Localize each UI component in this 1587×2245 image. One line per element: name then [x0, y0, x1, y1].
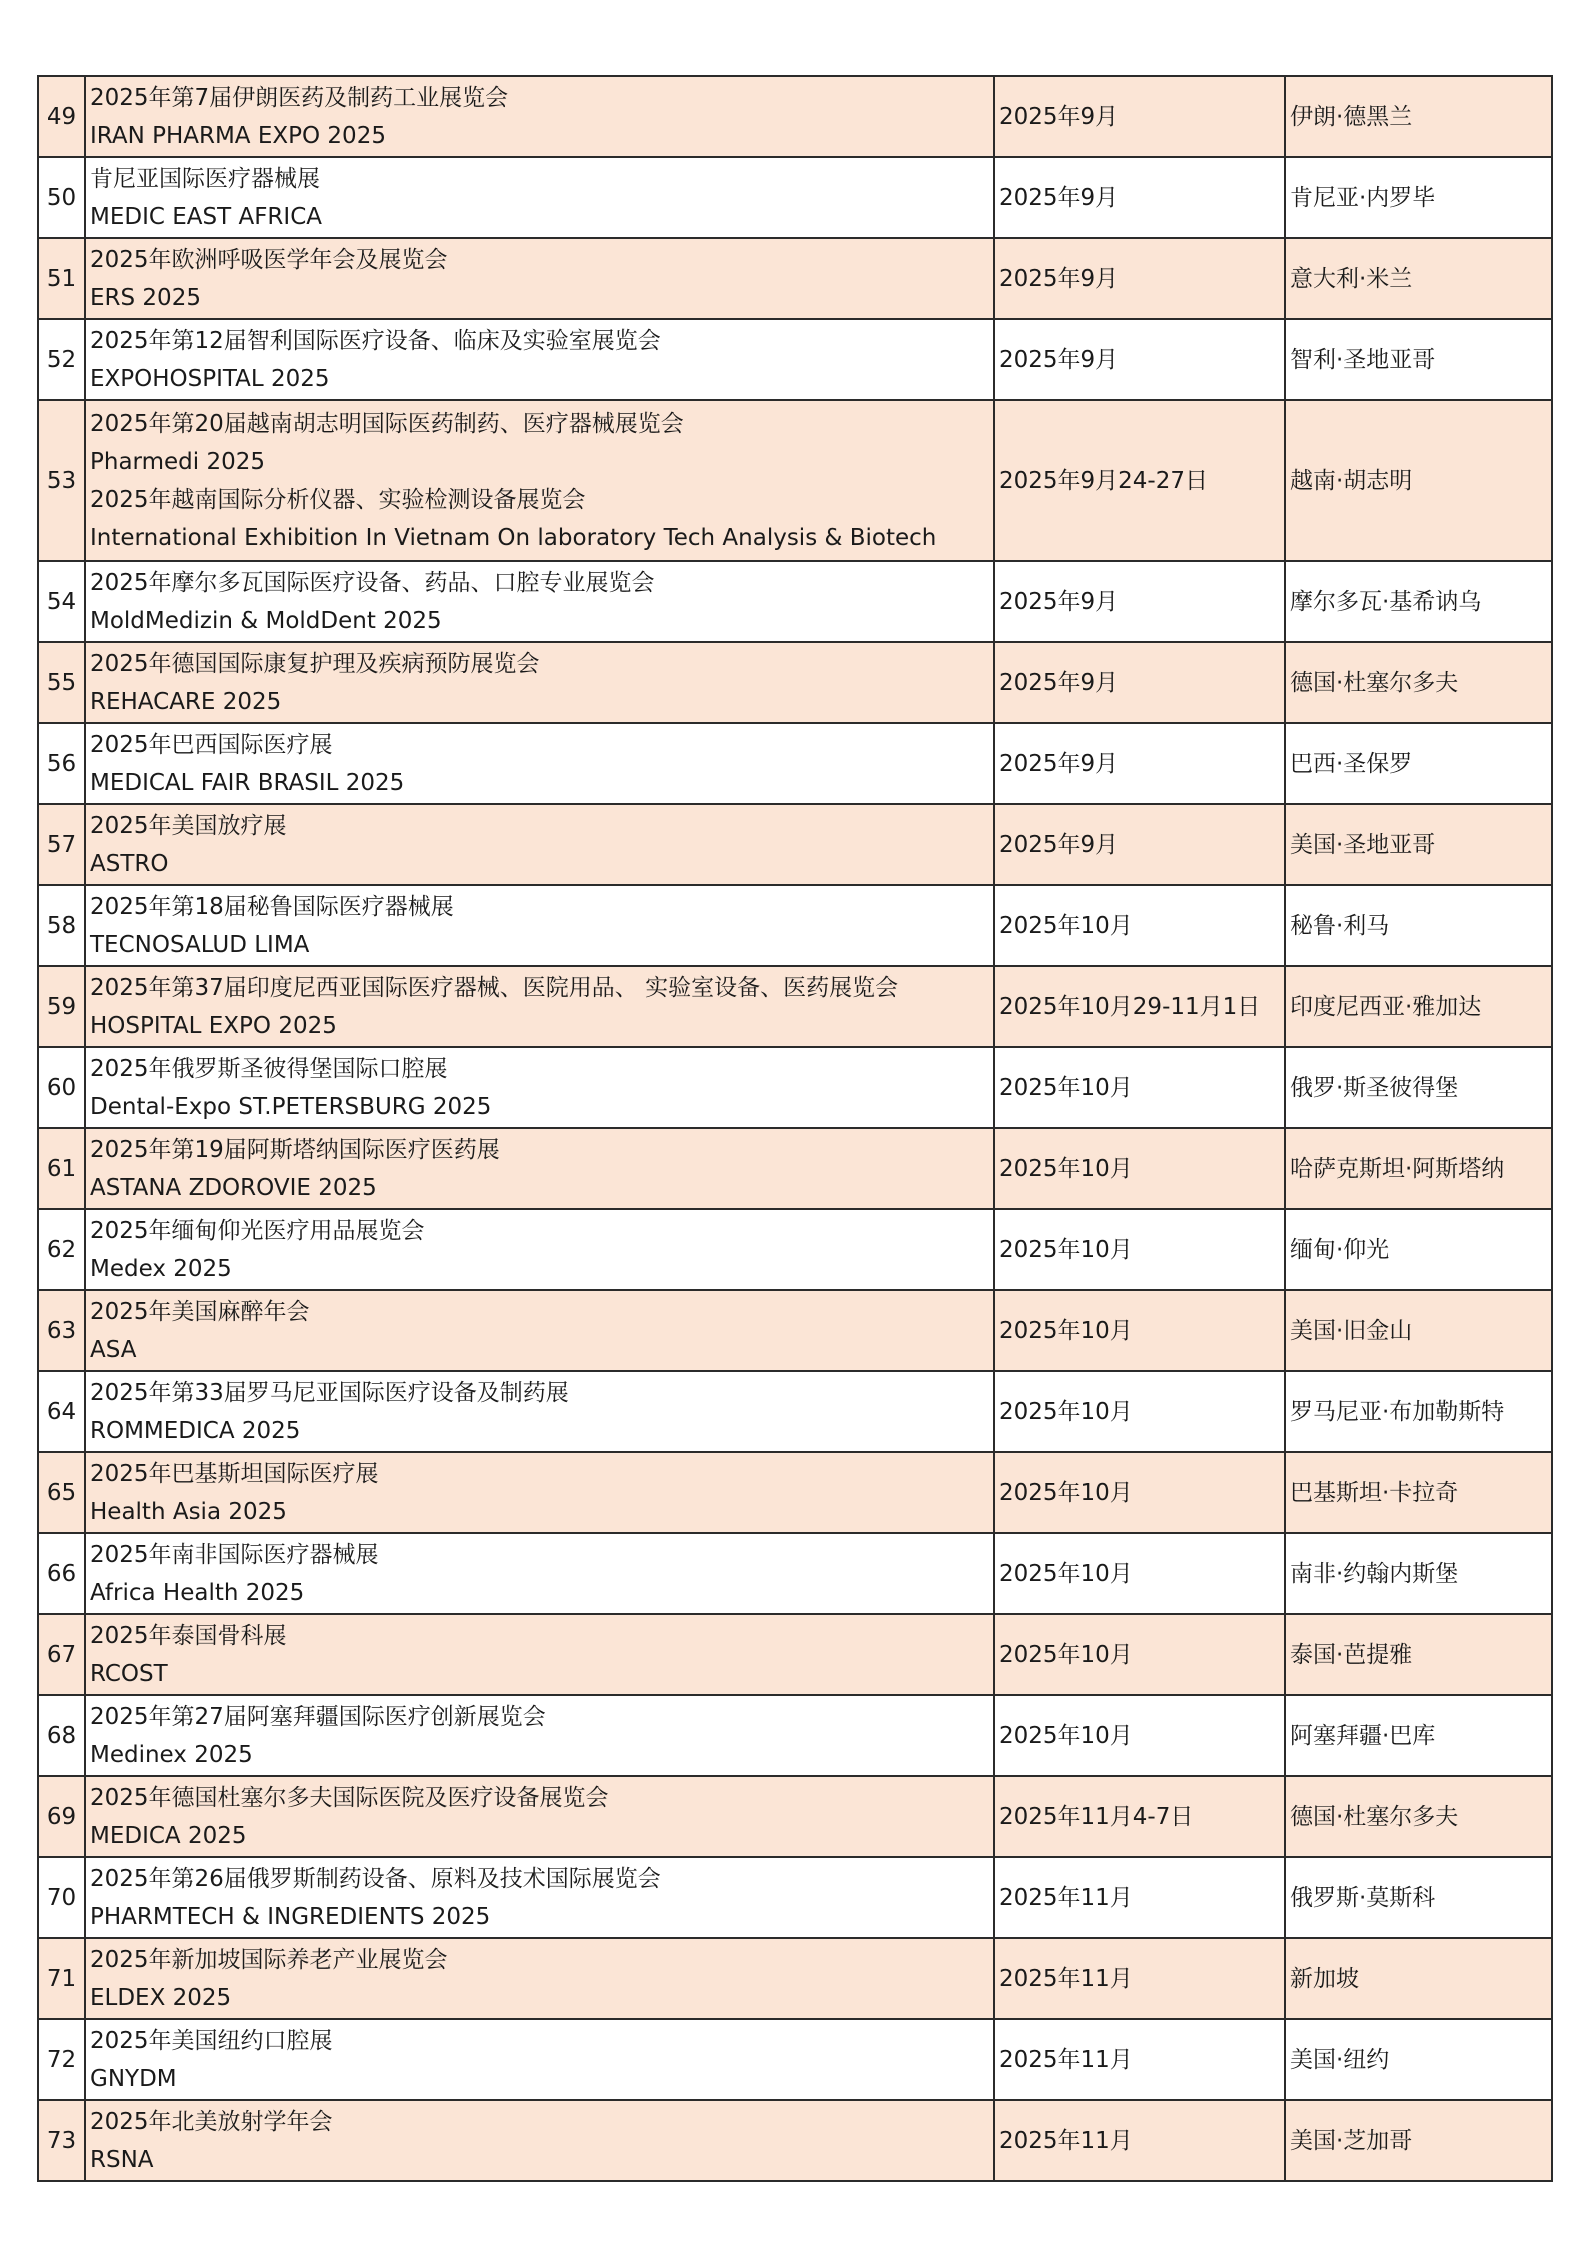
exhibition-name-line: 2025年北美放射学年会 — [90, 2108, 333, 2135]
exhibition-location: 智利·圣地亚哥 — [1285, 319, 1552, 400]
exhibition-date: 2025年10月 — [994, 1047, 1285, 1128]
exhibition-name-line: 2025年摩尔多瓦国际医疗设备、药品、口腔专业展览会 — [90, 569, 655, 596]
exhibition-name-cell — [85, 76, 994, 157]
exhibition-date: 2025年10月 — [994, 1290, 1285, 1371]
table-row — [38, 642, 1552, 723]
row-number: 70 — [38, 1857, 85, 1938]
exhibition-name-line: 2025年美国纽约口腔展 — [90, 2027, 333, 2054]
row-number: 72 — [38, 2019, 85, 2100]
row-number: 51 — [38, 238, 85, 319]
table-row — [38, 1533, 1552, 1614]
row-number: 66 — [38, 1533, 85, 1614]
exhibition-name-line: 2025年第26届俄罗斯制药设备、原料及技术国际展览会 — [90, 1865, 661, 1892]
exhibition-name-cell — [85, 1857, 994, 1938]
exhibition-name-line: 2025年第33届罗马尼亚国际医疗设备及制药展 — [90, 1379, 569, 1406]
exhibition-name-cell — [85, 1290, 994, 1371]
table-row — [38, 1695, 1552, 1776]
exhibition-name-line: 2025年俄罗斯圣彼得堡国际口腔展 — [90, 1055, 448, 1082]
row-number: 49 — [38, 76, 85, 157]
exhibition-date: 2025年9月 — [994, 319, 1285, 400]
exhibition-date: 2025年11月 — [994, 2019, 1285, 2100]
exhibition-name-cell — [85, 400, 994, 561]
table-row — [38, 804, 1552, 885]
exhibition-date: 2025年9月 — [994, 157, 1285, 238]
exhibition-name-line: ERS 2025 — [90, 284, 201, 311]
exhibition-date: 2025年11月 — [994, 2100, 1285, 2181]
row-number: 65 — [38, 1452, 85, 1533]
table-row — [38, 1128, 1552, 1209]
table-row — [38, 723, 1552, 804]
table-row — [38, 885, 1552, 966]
exhibition-name-cell — [85, 642, 994, 723]
exhibition-date: 2025年10月 — [994, 1695, 1285, 1776]
exhibition-date: 2025年10月 — [994, 1533, 1285, 1614]
exhibition-name-line: ELDEX 2025 — [90, 1984, 232, 2011]
row-number: 60 — [38, 1047, 85, 1128]
exhibition-name-line: ASA — [90, 1336, 137, 1363]
exhibition-name-cell — [85, 1938, 994, 2019]
exhibition-name-line: 2025年美国放疗展 — [90, 812, 287, 839]
exhibition-date: 2025年9月 — [994, 723, 1285, 804]
exhibition-date: 2025年10月29-11月1日 — [994, 966, 1285, 1047]
exhibition-name-line: 肯尼亚国际医疗器械展 — [90, 165, 320, 192]
exhibition-location: 越南·胡志明 — [1285, 400, 1552, 561]
exhibition-location: 印度尼西亚·雅加达 — [1285, 966, 1552, 1047]
table-row — [38, 2100, 1552, 2181]
exhibition-name-line: Africa Health 2025 — [90, 1579, 305, 1606]
exhibition-name-cell — [85, 1776, 994, 1857]
row-number: 57 — [38, 804, 85, 885]
exhibition-name-line: RCOST — [90, 1660, 168, 1687]
exhibition-location: 南非·约翰内斯堡 — [1285, 1533, 1552, 1614]
exhibition-name-line: 2025年第18届秘鲁国际医疗器械展 — [90, 893, 454, 920]
exhibition-name-cell — [85, 723, 994, 804]
table-row — [38, 1290, 1552, 1371]
table-row — [38, 238, 1552, 319]
exhibition-name-line: 2025年第12届智利国际医疗设备、临床及实验室展览会 — [90, 327, 661, 354]
exhibition-name-line: MEDICAL FAIR BRASIL 2025 — [90, 769, 405, 796]
exhibition-date: 2025年10月 — [994, 885, 1285, 966]
exhibition-name-line: 2025年第7届伊朗医药及制药工业展览会 — [90, 84, 509, 111]
exhibition-name-line: 2025年德国国际康复护理及疾病预防展览会 — [90, 650, 540, 677]
exhibition-name-line: GNYDM — [90, 2065, 177, 2092]
row-number: 58 — [38, 885, 85, 966]
table-row — [38, 319, 1552, 400]
row-number: 71 — [38, 1938, 85, 2019]
exhibition-location: 秘鲁·利马 — [1285, 885, 1552, 966]
exhibition-name-cell — [85, 1452, 994, 1533]
exhibition-name-cell — [85, 238, 994, 319]
exhibition-name-line: 2025年美国麻醉年会 — [90, 1298, 310, 1325]
exhibition-name-line: 2025年泰国骨科展 — [90, 1622, 287, 1649]
exhibition-location: 俄罗·斯圣彼得堡 — [1285, 1047, 1552, 1128]
row-number: 63 — [38, 1290, 85, 1371]
exhibition-date: 2025年10月 — [994, 1452, 1285, 1533]
row-number: 52 — [38, 319, 85, 400]
exhibition-name-cell — [85, 1695, 994, 1776]
exhibition-name-line: ASTRO — [90, 850, 169, 877]
row-number: 54 — [38, 561, 85, 642]
exhibition-location: 巴基斯坦·卡拉奇 — [1285, 1452, 1552, 1533]
row-number: 61 — [38, 1128, 85, 1209]
table-row — [38, 1614, 1552, 1695]
exhibition-name-line: Medex 2025 — [90, 1255, 232, 1282]
exhibition-name-cell — [85, 1614, 994, 1695]
exhibition-name-line: ROMMEDICA 2025 — [90, 1417, 301, 1444]
exhibition-date: 2025年10月 — [994, 1371, 1285, 1452]
exhibition-name-cell — [85, 2100, 994, 2181]
exhibition-date: 2025年10月 — [994, 1614, 1285, 1695]
exhibition-name-cell — [85, 804, 994, 885]
row-number: 69 — [38, 1776, 85, 1857]
exhibition-name-line: HOSPITAL EXPO 2025 — [90, 1012, 337, 1039]
exhibition-name-cell — [85, 1047, 994, 1128]
exhibition-location: 美国·芝加哥 — [1285, 2100, 1552, 2181]
row-number: 55 — [38, 642, 85, 723]
exhibition-table — [37, 75, 1553, 2182]
exhibition-date: 2025年9月 — [994, 238, 1285, 319]
exhibition-name-line: Medinex 2025 — [90, 1741, 253, 1768]
exhibition-name-cell — [85, 319, 994, 400]
row-number: 53 — [38, 400, 85, 561]
exhibition-name-line: Pharmedi 2025 — [90, 448, 265, 475]
exhibition-location: 摩尔多瓦·基希讷乌 — [1285, 561, 1552, 642]
exhibition-name-cell — [85, 1128, 994, 1209]
table-row — [38, 1371, 1552, 1452]
exhibition-location: 巴西·圣保罗 — [1285, 723, 1552, 804]
row-number: 59 — [38, 966, 85, 1047]
document-page — [37, 75, 1551, 2182]
exhibition-location: 德国·杜塞尔多夫 — [1285, 642, 1552, 723]
exhibition-name-line: 2025年第19届阿斯塔纳国际医疗医药展 — [90, 1136, 500, 1163]
exhibition-name-line: 2025年德国杜塞尔多夫国际医院及医疗设备展览会 — [90, 1784, 609, 1811]
exhibition-location: 肯尼亚·内罗毕 — [1285, 157, 1552, 238]
exhibition-name-line: MEDIC EAST AFRICA — [90, 203, 322, 230]
exhibition-date: 2025年9月 — [994, 561, 1285, 642]
table-row — [38, 561, 1552, 642]
exhibition-location: 意大利·米兰 — [1285, 238, 1552, 319]
exhibition-name-line: MEDICA 2025 — [90, 1822, 247, 1849]
exhibition-location: 阿塞拜疆·巴库 — [1285, 1695, 1552, 1776]
row-number: 62 — [38, 1209, 85, 1290]
table-row — [38, 1047, 1552, 1128]
exhibition-date: 2025年11月4-7日 — [994, 1776, 1285, 1857]
exhibition-name-cell — [85, 2019, 994, 2100]
exhibition-name-line: EXPOHOSPITAL 2025 — [90, 365, 330, 392]
exhibition-name-line: 2025年第27届阿塞拜疆国际医疗创新展览会 — [90, 1703, 546, 1730]
exhibition-name-cell — [85, 561, 994, 642]
exhibition-table-body — [38, 76, 1552, 2181]
row-number: 67 — [38, 1614, 85, 1695]
table-row — [38, 1938, 1552, 2019]
table-row — [38, 157, 1552, 238]
exhibition-name-cell — [85, 966, 994, 1047]
table-row — [38, 1452, 1552, 1533]
table-row — [38, 400, 1552, 561]
exhibition-date: 2025年9月 — [994, 642, 1285, 723]
exhibition-name-line: RSNA — [90, 2146, 154, 2173]
table-row — [38, 1857, 1552, 1938]
exhibition-name-cell — [85, 1533, 994, 1614]
table-row — [38, 966, 1552, 1047]
exhibition-date: 2025年11月 — [994, 1857, 1285, 1938]
row-number: 68 — [38, 1695, 85, 1776]
exhibition-name-cell — [85, 1371, 994, 1452]
exhibition-name-line: MoldMedizin & MoldDent 2025 — [90, 607, 442, 634]
row-number: 64 — [38, 1371, 85, 1452]
exhibition-date: 2025年9月 — [994, 804, 1285, 885]
exhibition-name-line: Health Asia 2025 — [90, 1498, 287, 1525]
row-number: 73 — [38, 2100, 85, 2181]
exhibition-name-line: 2025年巴西国际医疗展 — [90, 731, 333, 758]
exhibition-name-line: 2025年第37届印度尼西亚国际医疗器械、医院用品、 实验室设备、医药展览会 — [90, 974, 899, 1001]
exhibition-name-line: PHARMTECH & INGREDIENTS 2025 — [90, 1903, 491, 1930]
exhibition-name-line: TECNOSALUD LIMA — [90, 931, 310, 958]
exhibition-name-line: 2025年第20届越南胡志明国际医药制药、医疗器械展览会 — [90, 410, 684, 437]
exhibition-location: 美国·纽约 — [1285, 2019, 1552, 2100]
exhibition-name-cell — [85, 885, 994, 966]
table-row — [38, 76, 1552, 157]
exhibition-name-line: 2025年缅甸仰光医疗用品展览会 — [90, 1217, 425, 1244]
exhibition-date: 2025年9月 — [994, 76, 1285, 157]
exhibition-name-line: 2025年南非国际医疗器械展 — [90, 1541, 379, 1568]
exhibition-date: 2025年10月 — [994, 1128, 1285, 1209]
row-number: 56 — [38, 723, 85, 804]
exhibition-location: 泰国·芭提雅 — [1285, 1614, 1552, 1695]
table-row — [38, 1776, 1552, 1857]
row-number: 50 — [38, 157, 85, 238]
exhibition-name-cell — [85, 157, 994, 238]
exhibition-name-line: International Exhibition In Vietnam On laboratory Tech Analysis & Biotech — [90, 524, 937, 551]
exhibition-name-line: ASTANA ZDOROVIE 2025 — [90, 1174, 377, 1201]
exhibition-name-line: Dental-Expo ST.PETERSBURG 2025 — [90, 1093, 492, 1120]
exhibition-location: 新加坡 — [1285, 1938, 1552, 2019]
exhibition-location: 缅甸·仰光 — [1285, 1209, 1552, 1290]
table-row — [38, 2019, 1552, 2100]
exhibition-location: 哈萨克斯坦·阿斯塔纳 — [1285, 1128, 1552, 1209]
exhibition-location: 俄罗斯·莫斯科 — [1285, 1857, 1552, 1938]
exhibition-name-line: IRAN PHARMA EXPO 2025 — [90, 122, 386, 149]
exhibition-location: 德国·杜塞尔多夫 — [1285, 1776, 1552, 1857]
exhibition-name-line: 2025年巴基斯坦国际医疗展 — [90, 1460, 379, 1487]
exhibition-location: 伊朗·德黑兰 — [1285, 76, 1552, 157]
exhibition-name-line: 2025年欧洲呼吸医学年会及展览会 — [90, 246, 448, 273]
exhibition-name-line: 2025年新加坡国际养老产业展览会 — [90, 1946, 448, 1973]
exhibition-location: 罗马尼亚·布加勒斯特 — [1285, 1371, 1552, 1452]
exhibition-date: 2025年9月24-27日 — [994, 400, 1285, 561]
exhibition-name-line: 2025年越南国际分析仪器、实验检测设备展览会 — [90, 486, 586, 513]
exhibition-location: 美国·圣地亚哥 — [1285, 804, 1552, 885]
exhibition-date: 2025年11月 — [994, 1938, 1285, 2019]
exhibition-name-cell — [85, 1209, 994, 1290]
exhibition-location: 美国·旧金山 — [1285, 1290, 1552, 1371]
table-row — [38, 1209, 1552, 1290]
exhibition-date: 2025年10月 — [994, 1209, 1285, 1290]
exhibition-name-line: REHACARE 2025 — [90, 688, 282, 715]
